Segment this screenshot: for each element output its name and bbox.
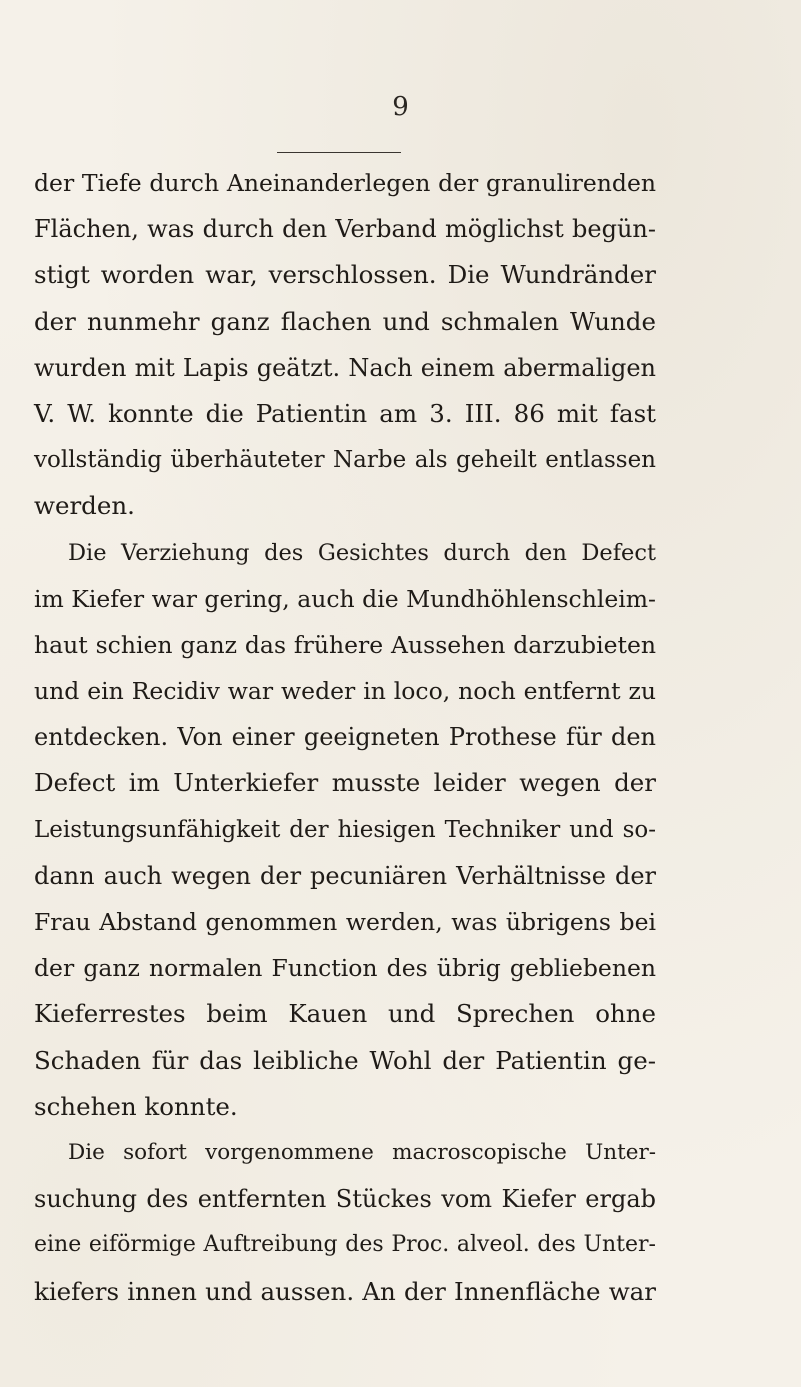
text-line: V. W. konnte die Patientin am 3. III. 86 mit fast [34, 398, 656, 428]
text-line: dann auch wegen der pecuniären Verhältnisse der [34, 861, 656, 890]
text-line: und ein Recidiv war weder in loco, noch entfernt zu [34, 677, 656, 706]
text-line: der Tiefe durch Aneinanderlegen der granulirenden [34, 169, 656, 197]
text-line: vollständig überhäuteter Narbe als geheilt entlassen [34, 447, 656, 474]
text-line: Defect im Unterkiefer musste leider wegen der [34, 768, 656, 798]
text-line: schehen konnte. [34, 1091, 238, 1121]
text-line: im Kiefer war gering, auch die Mundhöhlenschleim- [34, 584, 656, 613]
page-number: 9 [392, 92, 409, 122]
text-line: Flächen, was durch den Verband möglichst begün- [34, 215, 656, 244]
text-line: der ganz normalen Function des übrig gebliebenen [34, 954, 656, 983]
text-line: Die Verziehung des Gesichtes durch den Defect [68, 539, 656, 566]
text-line: Kieferrestes beim Kauen und Sprechen ohne [34, 999, 656, 1029]
text-line: wurden mit Lapis geätzt. Nach einem abermaligen [34, 353, 656, 382]
text-line: entdecken. Von einer geeigneten Prothese für den [34, 723, 656, 752]
text-line: Leistungsunfähigkeit der hiesigen Techniker und so- [34, 816, 656, 843]
body-text [34, 160, 656, 1315]
text-line: kiefers innen und aussen. An der Innenfläche war [34, 1276, 656, 1306]
text-line: haut schien ganz das frühere Aussehen darzubieten [34, 630, 656, 659]
text-line: stigt worden war, verschlossen. Die Wundränder [34, 260, 656, 290]
text-line: Frau Abstand genommen werden, was übrigens bei [34, 908, 656, 936]
header-rule [277, 152, 401, 153]
text-line: eine eiförmige Auftreibung des Proc. alveol. des Unter- [34, 1232, 656, 1258]
text-line: der nunmehr ganz flachen und schmalen Wunde [34, 306, 656, 336]
text-line: Die sofort vorgenommene macroscopische Unter- [68, 1139, 656, 1165]
text-line: werden. [34, 491, 135, 521]
text-line: suchung des entfernten Stückes vom Kiefer ergab [34, 1185, 656, 1214]
text-line: Schaden für das leibliche Wohl der Patientin ge- [34, 1045, 656, 1075]
